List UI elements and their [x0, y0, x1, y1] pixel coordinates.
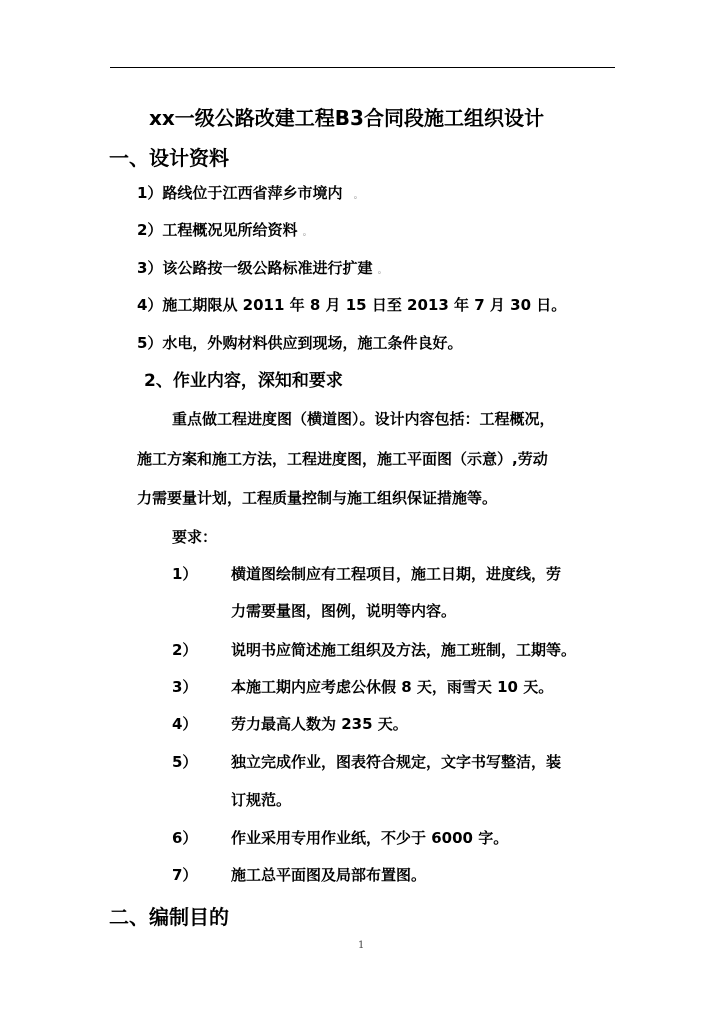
requirement-number: 5）: [172, 753, 198, 771]
design-item-3: [137, 261, 387, 276]
section-heading-purpose: 二、编制目的: [109, 905, 229, 929]
page-number: 1: [358, 940, 365, 951]
requirement-text: 独立完成作业，图表符合规定，文字书写整洁，装: [231, 753, 562, 771]
design-item-2: [137, 223, 312, 238]
requirement-number: 3）: [172, 678, 198, 696]
design-item-text: 2）工程概况见所给资料: [137, 221, 298, 239]
requirement-text: 力需要量图，图例，说明等内容。: [231, 602, 457, 620]
requirement-text: 本施工期内应考虑公休假 8 天，雨雪天 10 天。: [231, 678, 554, 696]
design-item-text: 4）施工期限从 2011 年 8 月 15 日至 2013 年 7 月 30 日。: [137, 296, 567, 314]
requirement-text: 横道图绘制应有工程项目，施工日期，进度线，劳: [231, 565, 562, 583]
requirements-label: 要求：: [172, 528, 218, 546]
header-rule: [110, 67, 615, 68]
design-item-tail: 。: [353, 191, 363, 201]
requirement-text: 作业采用专用作业纸，不少于 6000 字。: [231, 829, 509, 847]
design-item-text: 5）水电，外购材料供应到现场，施工条件良好。: [137, 334, 463, 352]
requirement-text: 订规范。: [231, 791, 292, 809]
document-title: xx一级公路改建工程B3合同段施工组织设计: [149, 106, 544, 130]
design-item-5: [137, 336, 462, 351]
section-heading-design-data: 一、设计资料: [109, 146, 229, 170]
design-item-text: 3）该公路按一级公路标准进行扩建: [137, 259, 373, 277]
requirement-number: 7）: [172, 866, 198, 884]
requirement-text: 说明书应简述施工组织及方法，施工班制，工期等。: [231, 641, 577, 659]
design-item-1: [137, 186, 363, 201]
requirement-text: 施工总平面图及局部布置图。: [231, 866, 427, 884]
requirement-number: 1）: [172, 565, 198, 583]
requirement-text: 劳力最高人数为 235 天。: [231, 715, 408, 733]
design-item-text: 1）路线位于江西省萍乡市境内: [137, 184, 343, 202]
requirement-number: 4）: [172, 715, 198, 733]
paragraph-line-2: 施工方案和施工方法，工程进度图，施工平面图（示意）,劳动: [137, 450, 548, 468]
design-item-tail: 。: [302, 228, 312, 238]
requirement-number: 6）: [172, 829, 198, 847]
design-item-4: [137, 298, 566, 313]
section-heading-work-content: 2、作业内容，深知和要求: [144, 371, 343, 391]
paragraph-line-3: 力需要量计划，工程质量控制与施工组织保证措施等。: [137, 489, 498, 507]
design-item-tail: 。: [377, 266, 387, 276]
paragraph-line-1: 重点做工程进度图（横道图）。设计内容包括：工程概况，: [172, 410, 555, 428]
requirement-number: 2）: [172, 641, 198, 659]
